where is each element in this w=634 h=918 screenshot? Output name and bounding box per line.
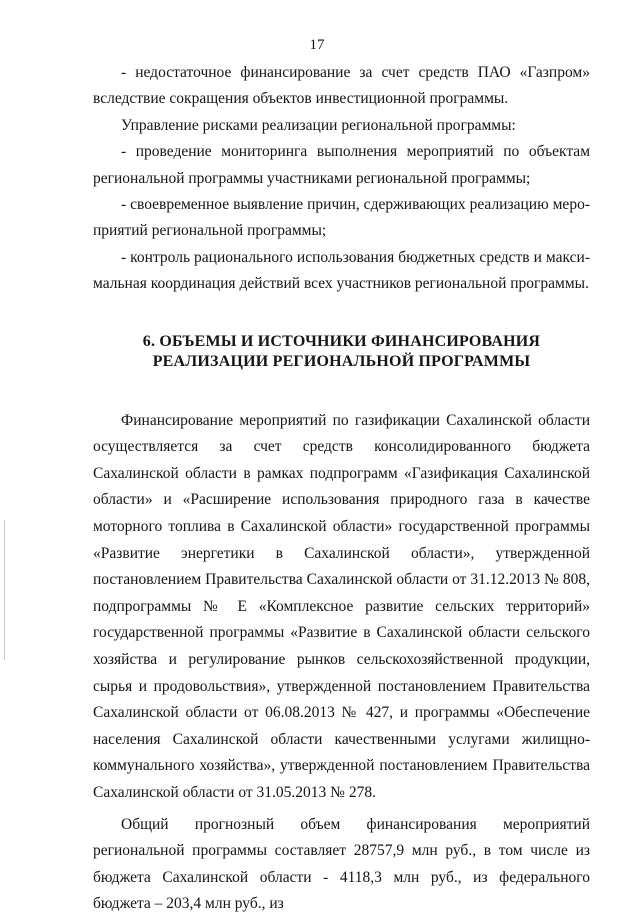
paragraph-timely-identification: - своевременное выявление причин, сдерживающих реализацию мероприятий региональной программы; bbox=[93, 196, 590, 240]
paragraph-total-financing: Общий прогнозный объем финансирования мероприятий региональной программы составляет 28757,9 млн руб., в том числе из бюджета Сахалинской области - 4118,3 млн руб., из федерального бюджета – 203,4 млн руб., из bbox=[93, 815, 590, 913]
document-body bbox=[93, 60, 590, 918]
paragraph-financing-sources: Финансирование мероприятий по газификации Сахалинской области осуществляется за счет средств консолидированного бюджета Сахалинской области в рамках подпрограмм «Газификация Сахалинской области» и «Расширение использования природного газа в качестве моторного топлива в Сахалинской области» государственной программы «Развитие энергетики в Сахалинской области», утвержденной постановлением Правительства Сахалинской области от 31.12.2013 № 808, подпрограммы № Е «Комплексное развитие сельских территорий» государственной программы «Развитие в Сахалинской области сельского хозяйства и регулирование рынков сельскохозяйственной продукции, сырья и продовольствия», утвержденной постановлением Правительства Сахалинской области от 06.08.2013 № 427, и программы «Обеспечение населения Сахалинской области качественными услугами жилищно-коммунального хозяйства», утвержденной постановлением Правительства Сахалинской области от 31.05.2013 № 278. bbox=[93, 411, 590, 801]
paragraph-monitoring: - проведение мониторинга выполнения мероприятий по объектам региональной программы участниками региональной программы; bbox=[93, 143, 590, 187]
section-heading-line-1: 6. ОБЪЕМЫ И ИСТОЧНИКИ ФИНАНСИРОВАНИЯ bbox=[142, 332, 541, 350]
section-heading bbox=[93, 332, 590, 372]
section-body bbox=[93, 408, 590, 918]
paragraph-budget-control: - контроль рационального использования бюджетных средств и максимальная координация действий всех участников региональной программы. bbox=[93, 248, 590, 293]
page-number: 17 bbox=[309, 37, 325, 53]
scan-edge-mark bbox=[4, 520, 5, 660]
paragraph-risk-gazprom: - недостаточное финансирование за счет средств ПАО «Газпром» вследствие сокращения объектов инвестиционной программы. bbox=[93, 64, 590, 108]
paragraph-risk-management-intro: Управление рисками реализации региональной программы: bbox=[121, 116, 516, 134]
section-heading-line-2: РЕАЛИЗАЦИИ РЕГИОНАЛЬНОЙ ПРОГРАММЫ bbox=[152, 352, 531, 370]
